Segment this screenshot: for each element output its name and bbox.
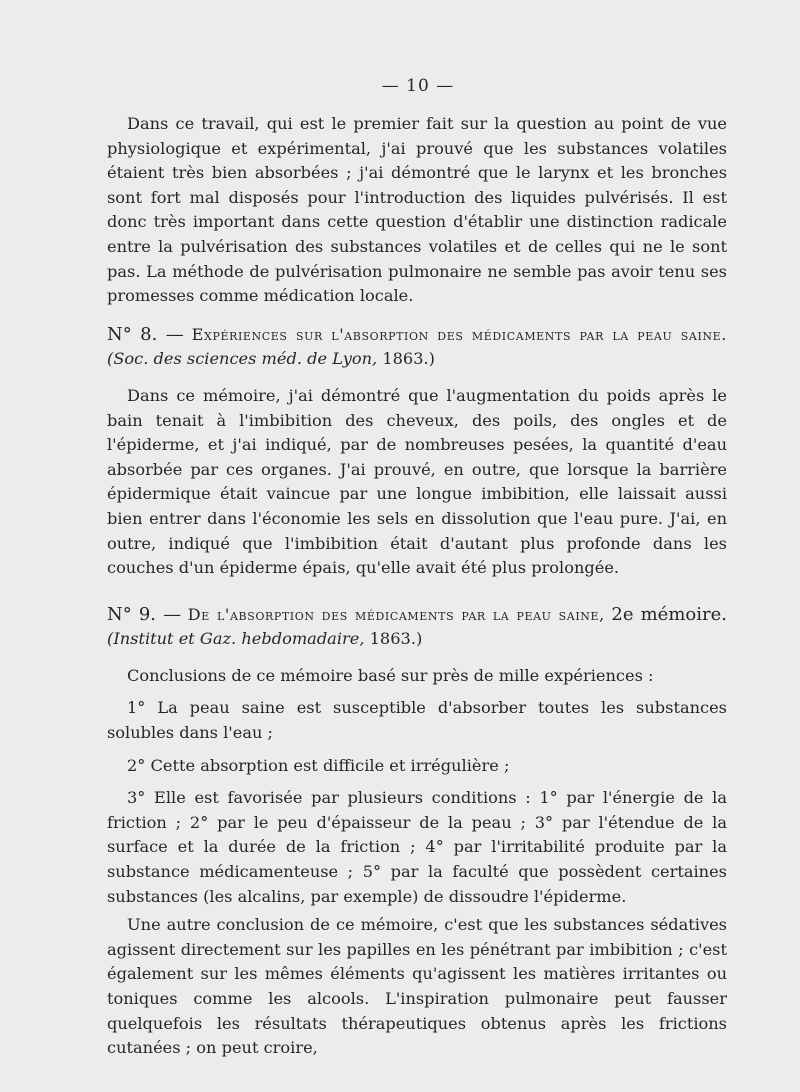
paragraph-pulverisation: Dans ce travail, qui est le premier fait sur la question au point de vue physiologique et expérimental, j'ai prouvé que les substances volatiles étaient très bien absorbées ; j'ai démontré que le larynx et les bronches sont fort mal disposés pour l'introduction des liquides pulvérisés. Il est donc très important dans cette question d'établir une distinction radicale entre la pulvérisation des substances volatiles et de celles qui ne le sont pas. La méthode de pulvérisation pulmonaire ne semble pas avoir tenu ses promesses comme médication locale.: [107, 114, 727, 306]
heading-9-citation: (Institut et Gaz. hebdomadaire,: [107, 629, 365, 649]
heading-9-subtitle: 2e mémoire.: [611, 603, 727, 625]
page-content: [107, 112, 727, 1061]
heading-8-year: 1863.): [382, 349, 435, 369]
page-number: — 10 —: [381, 76, 455, 96]
heading-9-year: 1863.): [369, 629, 423, 649]
conclusion-item-3: 3° Elle est favorisée par plusieurs conditions : 1° par l'énergie de la friction ; 2° par le peu d'épaisseur de la peau ; 3° par l'étendue de la surface et la durée de la friction ; 4° par l'irritabilité produite par la substance médicamenteuse ; 5° par la faculté que possèdent certaines substances (les alcalins, par exemple) de dissoudre l'épiderme.: [107, 788, 727, 906]
heading-8-title: Expériences sur l'absorption des médicaments par la peau saine.: [191, 324, 727, 344]
heading-9-title: De l'absorption des médicaments par la peau saine,: [187, 604, 605, 624]
heading-8-citation: (Soc. des sciences méd. de Lyon,: [107, 349, 378, 369]
paragraph-conclusions-intro: Conclusions de ce mémoire basé sur près de mille expériences :: [127, 665, 654, 685]
paragraph-imbibition: Dans ce mémoire, j'ai démontré que l'augmentation du poids après le bain tenait à l'imbibition des cheveux, des poils, des ongles et de l'épiderme, et j'ai indiqué, par de nombreuses pesées, la quantité d'eau absorbée par ces organes. J'ai prouvé, en outre, que lorsque la barrière épidermique était vaincue par une longue imbibition, elle laissait aussi bien entrer dans l'économie les sels en dissolution que l'eau pure. J'ai, en outre, indiqué que l'imbibition était d'autant plus profonde dans les couches d'un épiderme épais, qu'elle avait été plus prolongée.: [107, 385, 727, 578]
heading-8-number: N° 8. —: [107, 323, 184, 345]
heading-9-number: N° 9. —: [107, 603, 182, 625]
section-heading-9: [107, 603, 727, 652]
conclusion-item-1: 1° La peau saine est susceptible d'absorber toutes les substances solubles dans l'eau ;: [107, 698, 727, 743]
paragraph-sedatives: Une autre conclusion de ce mémoire, c'est que les substances sédatives agissent directement sur les papilles en les pénétrant par imbibition ; c'est également sur les mêmes éléments qu'agissent les matières irritantes ou toniques comme les alcools. L'inspiration pulmonaire peut fausser quelquefois les résultats thérapeutiques obtenus après les frictions cutanées ; on peut croire,: [107, 915, 727, 1058]
conclusion-item-2: 2° Cette absorption est difficile et irrégulière ;: [127, 755, 510, 775]
section-heading-8: [107, 323, 727, 372]
